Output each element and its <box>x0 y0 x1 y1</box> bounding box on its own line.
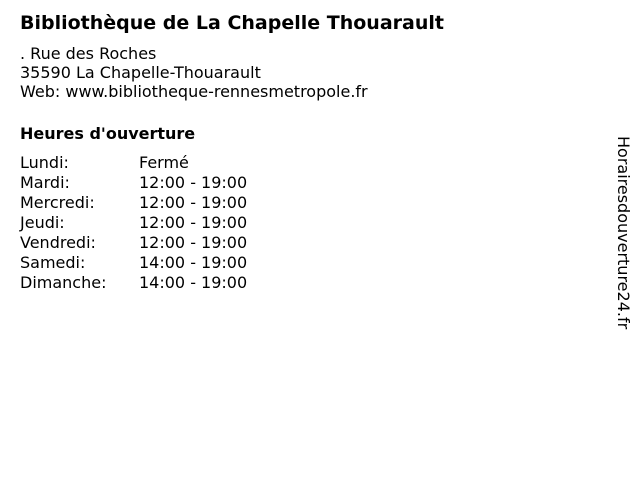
day-label: Mercredi: <box>20 193 95 212</box>
time-value: 14:00 - 19:00 <box>139 253 248 272</box>
website-text: Web: www.bibliotheque-rennesmetropole.fr <box>20 82 368 101</box>
time-value: 14:00 - 19:00 <box>139 273 248 292</box>
time-value: 12:00 - 19:00 <box>139 193 248 212</box>
address-city: 35590 La Chapelle-Thouarault <box>20 63 261 82</box>
opening-hours-heading: Heures d'ouverture <box>20 124 196 143</box>
day-label: Jeudi: <box>20 213 65 232</box>
day-label: Samedi: <box>20 253 86 272</box>
day-label: Lundi: <box>20 153 69 172</box>
time-value: 12:00 - 19:00 <box>139 233 248 252</box>
time-value: 12:00 - 19:00 <box>139 213 248 232</box>
day-label: Dimanche: <box>20 273 107 292</box>
day-label: Vendredi: <box>20 233 96 252</box>
address-block <box>20 44 368 101</box>
time-value: Fermé <box>139 153 189 172</box>
site-watermark: Horairesdouverture24.fr <box>614 136 633 330</box>
address-street: . Rue des Roches <box>20 44 157 63</box>
time-value: 12:00 - 19:00 <box>139 173 248 192</box>
library-title: Bibliothèque de La Chapelle Thouarault <box>20 12 444 34</box>
day-label: Mardi: <box>20 173 70 192</box>
